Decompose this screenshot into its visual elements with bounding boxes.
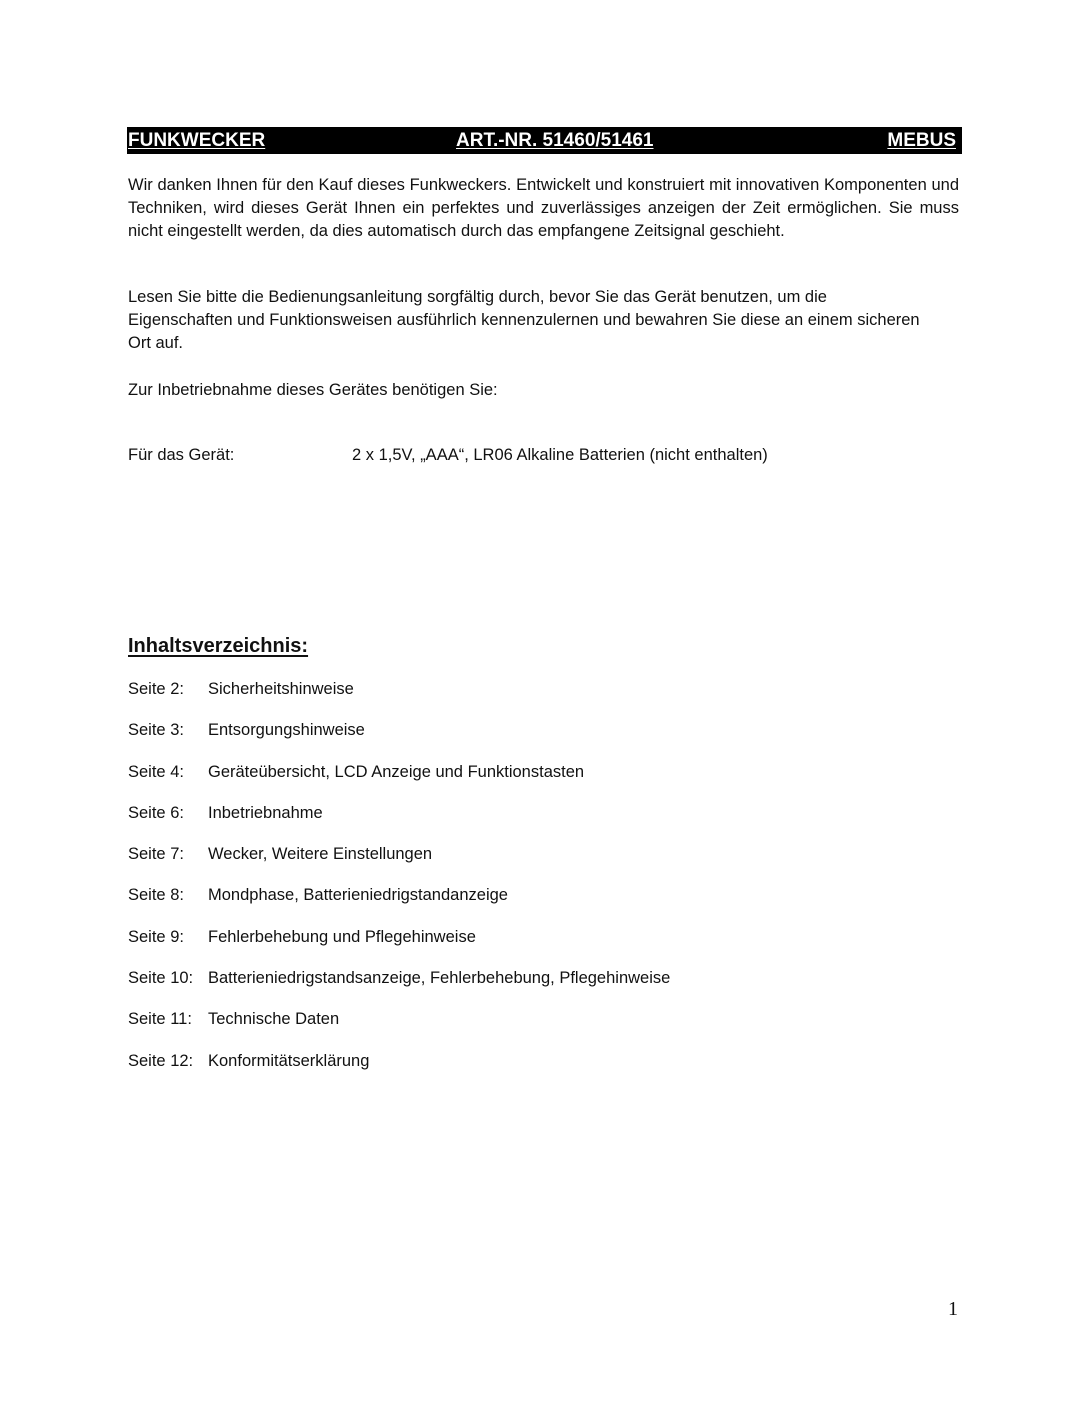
toc-title: Batterieniedrigstandsanzeige, Fehlerbehebung, Pflegehinweise (208, 969, 671, 988)
toc-page: Seite 8: (128, 886, 184, 905)
intro-paragraph-1: Wir danken Ihnen für den Kauf dieses Funkweckers. Entwickelt und konstruiert mit innovativen Komponenten und Techniken, wird dieses Gerät Ihnen ein perfektes und zuverlässiges anzeigen der Zeit ermöglichen. Sie muss nicht eingestellt werden, da dies automatisch durch das empfangene Zeitsignal geschieht. (128, 176, 959, 241)
toc-title: Konformitätserklärung (208, 1051, 370, 1070)
toc-title: Mondphase, Batterieniedrigstandanzeige (208, 886, 508, 905)
toc-item (128, 884, 670, 925)
toc-item (128, 761, 670, 802)
brand-name: MEBUS (887, 130, 956, 151)
toc-item (128, 678, 670, 719)
toc-title: Fehlerbehebung und Pflegehinweise (208, 927, 476, 946)
toc-item (128, 719, 670, 760)
toc-item (128, 967, 670, 1008)
toc-title: Entsorgungshinweise (208, 721, 365, 740)
toc-item (128, 802, 670, 843)
toc-title: Geräteübersicht, LCD Anzeige und Funktionstasten (208, 762, 585, 781)
toc-page: Seite 9: (128, 927, 184, 946)
toc-page: Seite 3: (128, 721, 184, 740)
toc-item (128, 843, 670, 884)
toc-heading: Inhaltsverzeichnis: (128, 635, 309, 657)
toc-title: Technische Daten (208, 1010, 340, 1029)
table-of-contents (128, 678, 670, 1091)
requirement-value: 2 x 1,5V, „AAA“, LR06 Alkaline Batterien (nicht enthalten) (352, 446, 768, 464)
page-number: 1 (948, 1298, 958, 1320)
toc-page: Seite 4: (128, 762, 184, 781)
article-number: ART.-NR. 51460/51461 (456, 130, 654, 151)
toc-page: Seite 2: (128, 680, 184, 698)
intro-paragraph-2: Lesen Sie bitte die Bedienungsanleitung sorgfältig durch, bevor Sie das Gerät benutzen, um die Eigenschaften und Funktionsweisen ausführlich kennenzulernen und bewahren Sie diese an einem sicheren Ort auf. (128, 288, 920, 353)
toc-title: Inbetriebnahme (208, 803, 323, 822)
toc-page: Seite 12: (128, 1051, 194, 1070)
header-bar (127, 127, 962, 154)
toc-item (128, 1008, 670, 1049)
toc-title: Sicherheitshinweise (208, 680, 354, 698)
toc-page: Seite 7: (128, 845, 184, 864)
document-title: FUNKWECKER (128, 130, 266, 151)
toc-item (128, 1050, 670, 1091)
toc-page: Seite 10: (128, 969, 194, 988)
toc-page: Seite 11: (128, 1010, 192, 1029)
requirement-label: Für das Gerät: (128, 446, 235, 464)
toc-item (128, 926, 670, 967)
intro-paragraph-3: Zur Inbetriebnahme dieses Gerätes benötigen Sie: (128, 381, 498, 399)
toc-title: Wecker, Weitere Einstellungen (208, 845, 433, 864)
toc-page: Seite 6: (128, 803, 184, 822)
